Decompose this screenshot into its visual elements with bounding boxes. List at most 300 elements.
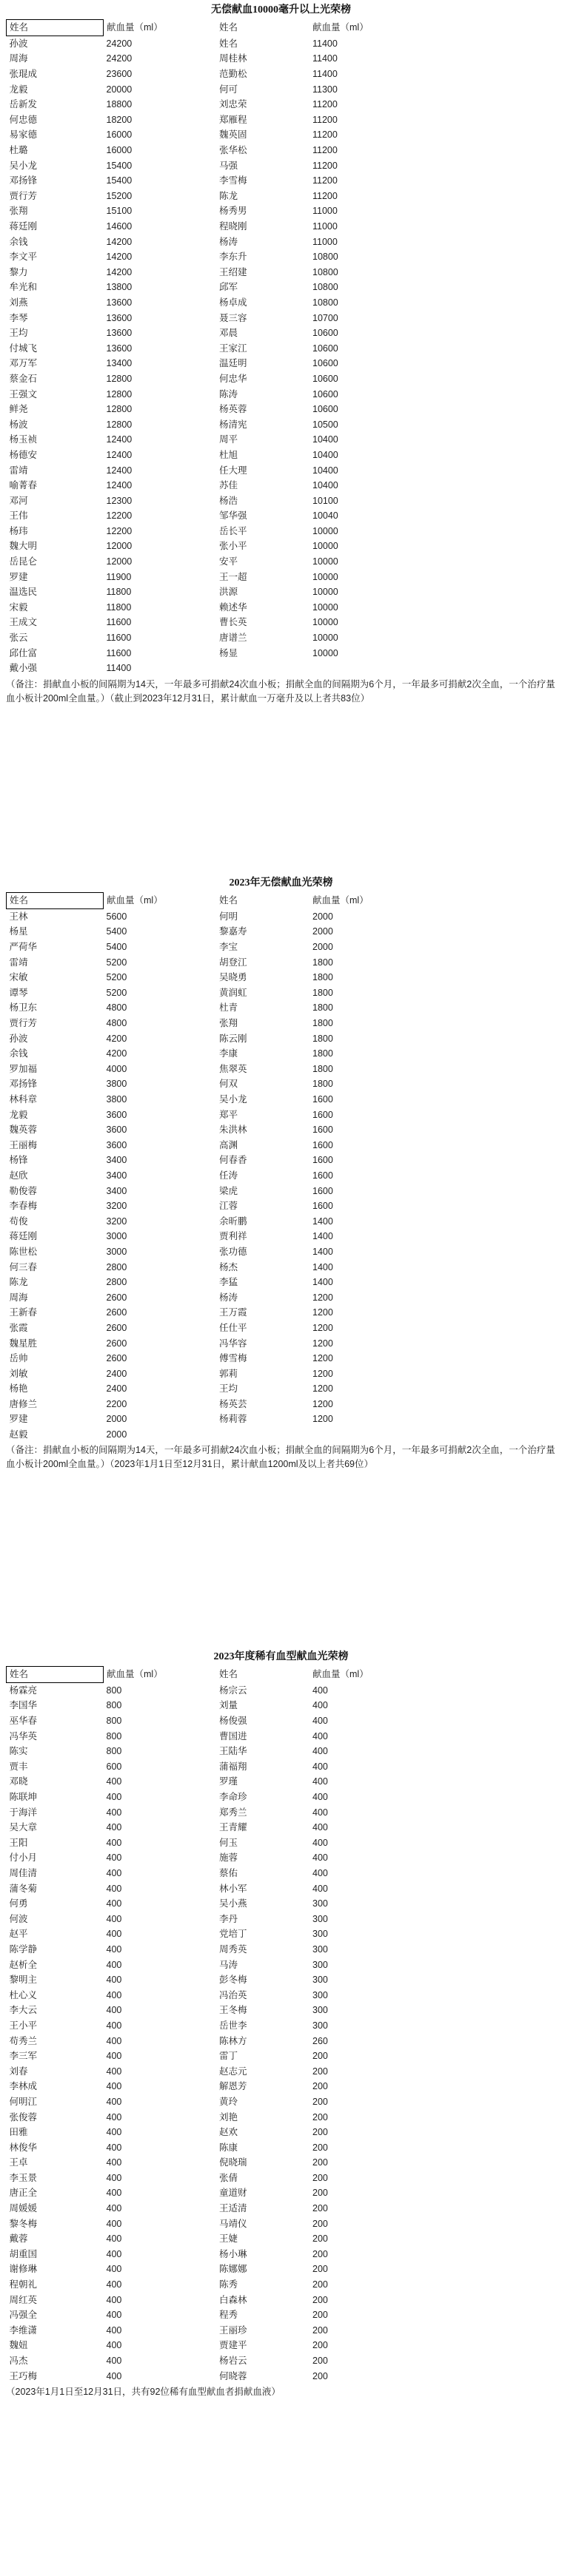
donation-amount-cell: 300: [312, 1898, 328, 1909]
donation-amount-cell: 1400: [312, 1231, 333, 1242]
donation-amount-cell: 1200: [312, 1353, 333, 1364]
donor-name-cell: 蒲福翔: [219, 1761, 247, 1772]
table-row: [7, 1092, 484, 1107]
header-cell: 姓名: [219, 895, 238, 906]
donor-name-cell: 赵欣: [9, 1170, 28, 1181]
donation-amount-cell: 1800: [312, 1033, 333, 1044]
donation-amount-cell: 10000: [312, 617, 338, 628]
donor-name-cell: 何忠德: [9, 114, 38, 125]
donation-amount-cell: 400: [106, 1776, 122, 1787]
donation-amount-cell: 11200: [312, 190, 338, 201]
donation-amount-cell: 11600: [106, 617, 132, 628]
donation-amount-cell: 400: [312, 1822, 328, 1833]
table-row: [7, 462, 484, 478]
donation-amount-cell: 400: [106, 2005, 122, 2016]
donor-name-cell: 王卓: [9, 2157, 28, 2168]
table-row: [7, 1850, 484, 1866]
donation-amount-cell: 400: [106, 2370, 122, 2381]
donation-amount-cell: 12400: [106, 480, 133, 491]
table-row: [7, 97, 484, 112]
donor-name-cell: 杨星: [9, 926, 28, 937]
donation-amount-cell: 400: [312, 1807, 328, 1818]
table-row: [7, 2140, 484, 2155]
donor-name-cell: 杨莉蓉: [219, 1414, 247, 1425]
donation-amount-cell: 400: [106, 2203, 122, 2214]
donation-amount-cell: 400: [312, 1868, 328, 1879]
donation-amount-cell: 200: [312, 2294, 328, 2305]
table-row: [7, 2049, 484, 2064]
table-row: [7, 554, 484, 570]
donor-name-cell: 唐谱兰: [219, 633, 247, 644]
table-row: [7, 924, 484, 940]
donor-name-cell: 李春梅: [9, 1201, 38, 1212]
donation-amount-cell: 12400: [106, 434, 133, 445]
table-row: [7, 2125, 484, 2140]
donation-amount-cell: 1200: [312, 1383, 333, 1395]
donation-amount-cell: 400: [312, 1852, 328, 1864]
donation-amount-cell: [310, 661, 483, 676]
donation-amount-cell: 11200: [312, 145, 338, 156]
donation-amount-cell: 1200: [312, 1292, 333, 1303]
donor-name-cell: [216, 1427, 310, 1443]
donor-name-cell: 戴蓉: [9, 2233, 28, 2245]
donation-amount-cell: 10000: [312, 633, 338, 644]
donation-amount-cell: 1800: [312, 972, 333, 983]
donation-amount-cell: 300: [312, 2005, 328, 2016]
donor-name-cell: 陈龙: [9, 1277, 28, 1288]
table-row: [7, 1790, 484, 1805]
donor-name-cell: 杜璐: [9, 145, 28, 156]
donor-name-cell: 任涛: [219, 1170, 238, 1181]
donor-name-cell: 贾丰: [9, 1761, 28, 1772]
table-header-row: [7, 20, 484, 36]
donor-name-cell: 何春香: [219, 1155, 247, 1166]
donor-name-cell: 魏英蓉: [9, 1125, 38, 1136]
donor-name-cell: 杨卓成: [219, 297, 247, 308]
donor-name-cell: 王冬梅: [219, 2005, 247, 2016]
donor-name-cell: 魏妞: [9, 2340, 28, 2351]
donation-amount-cell: 200: [312, 2324, 328, 2336]
table-row: [7, 940, 484, 955]
table-row: [7, 1713, 484, 1729]
donation-amount-cell: 400: [312, 1792, 328, 1803]
donation-amount-cell: 11200: [312, 114, 338, 125]
donation-amount-cell: 200: [312, 2096, 328, 2107]
donation-amount-cell: 400: [312, 1716, 328, 1727]
donation-amount-cell: 15400: [106, 175, 133, 186]
donation-amount-cell: 12800: [106, 419, 133, 430]
donor-name-cell: 岳新发: [9, 99, 38, 110]
donor-name-cell: 杨秀男: [219, 206, 247, 217]
donation-amount-cell: 1600: [312, 1185, 333, 1196]
donation-amount-cell: 2000: [106, 1429, 127, 1440]
table-row: [7, 280, 484, 295]
donation-amount-cell: 10000: [312, 525, 338, 536]
donor-name-cell: 党培丁: [219, 1929, 247, 1940]
donor-name-cell: 雷丁: [219, 2051, 238, 2062]
donation-amount-cell: 800: [106, 1685, 122, 1696]
donor-name-cell: 孙波: [9, 1033, 28, 1044]
table-row: [7, 1987, 484, 2003]
donor-name-cell: 曹长英: [219, 617, 247, 628]
table-row: [7, 67, 484, 82]
donor-name-cell: 倪晓瑞: [219, 2157, 247, 2168]
donor-name-cell: 陈林方: [219, 2035, 247, 2046]
donor-name-cell: 周桂林: [219, 53, 247, 64]
table-row: [7, 402, 484, 417]
table-row: [7, 1321, 484, 1336]
table-row: [7, 2033, 484, 2049]
donor-name-cell: 聂三容: [219, 312, 247, 323]
donor-name-cell: 林小军: [219, 1883, 247, 1894]
donation-amount-cell: 1800: [312, 1018, 333, 1029]
donor-name-cell: 陈联坤: [9, 1792, 38, 1803]
table-row: [7, 1000, 484, 1016]
donor-name-cell: 冯强全: [9, 2310, 38, 2321]
donor-name-cell: 郑平: [219, 1109, 238, 1120]
table-row: [7, 1381, 484, 1397]
donor-name-cell: 邱仕富: [9, 647, 38, 658]
donation-amount-cell: 12000: [106, 556, 133, 567]
donation-amount-cell: 5200: [106, 972, 127, 983]
donation-amount-cell: 13600: [106, 312, 133, 323]
table-row: [7, 1076, 484, 1092]
donor-name-cell: 贾建平: [219, 2340, 247, 2351]
header-cell: 姓名: [7, 893, 104, 909]
table-row: [7, 1412, 484, 1427]
donation-amount-cell: 400: [106, 1975, 122, 1986]
donor-name-cell: 孙波: [9, 38, 28, 49]
donation-amount-cell: 1800: [312, 1063, 333, 1074]
section-title: 无偿献血10000毫升以上光荣榜: [211, 4, 351, 16]
table-row: [7, 356, 484, 371]
donation-amount-cell: 2400: [106, 1368, 127, 1379]
header-cell: 献血量（ml）: [312, 895, 369, 906]
donor-name-cell: 王青耀: [219, 1822, 247, 1833]
donor-name-cell: 魏大明: [9, 541, 38, 552]
donor-name-cell: 王一超: [219, 571, 247, 582]
donor-name-cell: 赵析全: [9, 1959, 38, 1970]
donor-name-cell: 姓名: [219, 38, 238, 49]
donation-amount-cell: 400: [106, 2081, 122, 2092]
table-row: [7, 645, 484, 661]
donor-name-cell: 杨杰: [219, 1261, 238, 1272]
donation-amount-cell: 12800: [106, 388, 133, 399]
donor-name-cell: 杨卫东: [9, 1002, 38, 1014]
table-row: [7, 2231, 484, 2247]
donation-amount-cell: 200: [312, 2370, 328, 2381]
donor-name-cell: 王强文: [9, 388, 38, 399]
donor-name-cell: 李大云: [9, 2005, 38, 2016]
table-row: [7, 1122, 484, 1138]
donation-amount-cell: 11800: [106, 587, 132, 598]
donor-name-cell: 李三军: [9, 2051, 38, 2062]
donation-amount-cell: 1400: [312, 1246, 333, 1257]
donor-name-cell: 蔡佑: [219, 1868, 238, 1879]
header-cell: 姓名: [219, 1669, 238, 1680]
donation-amount-cell: 400: [106, 2142, 122, 2153]
donor-name-cell: 黄玲: [219, 2096, 238, 2107]
donation-amount-cell: 1200: [312, 1322, 333, 1333]
donation-amount-cell: 1800: [312, 1079, 333, 1090]
donor-name-cell: 贾利祥: [219, 1231, 247, 1242]
donation-amount-cell: 2200: [106, 1398, 127, 1409]
table-row: [7, 1427, 484, 1443]
donation-amount-cell: 200: [312, 2066, 328, 2077]
donation-amount-cell: 200: [312, 2356, 328, 2367]
donation-amount-cell: 400: [106, 2233, 122, 2245]
donation-amount-cell: 12000: [106, 541, 133, 552]
donor-name-cell: 李命珍: [219, 1792, 247, 1803]
donor-name-cell: 赵志元: [219, 2066, 247, 2077]
donor-name-cell: 白森林: [219, 2294, 247, 2305]
donor-name-cell: 岳长平: [219, 525, 247, 536]
donation-amount-cell: 400: [106, 2294, 122, 2305]
donation-amount-cell: 200: [312, 2127, 328, 2138]
donor-name-cell: 刘燕: [9, 297, 28, 308]
donation-amount-cell: 1200: [312, 1338, 333, 1349]
donation-amount-cell: 400: [106, 2035, 122, 2046]
table-row: [7, 478, 484, 493]
donor-name-cell: 李玉景: [9, 2172, 38, 2183]
donation-amount-cell: 10800: [312, 266, 338, 277]
donor-name-cell: 冯华英: [9, 1730, 38, 1742]
donor-name-cell: 张功德: [219, 1246, 247, 1257]
section-title: 2023年度稀有血型献血光荣榜: [213, 1651, 349, 1662]
donor-name-cell: 王林: [9, 911, 28, 922]
donation-amount-cell: 10600: [312, 373, 338, 384]
donor-name-cell: 勒俊蓉: [9, 1185, 38, 1196]
donor-name-cell: 周海: [9, 1292, 28, 1303]
table-row: [7, 1046, 484, 1062]
donation-amount-cell: 5600: [106, 911, 127, 922]
donation-amount-cell: 400: [106, 2127, 122, 2138]
donation-amount-cell: 10040: [312, 510, 338, 522]
table-row: [7, 2018, 484, 2034]
donation-amount-cell: 11300: [312, 84, 338, 95]
table-row: [7, 1744, 484, 1759]
donor-name-cell: 余钱: [9, 236, 28, 247]
donation-amount-cell: 400: [106, 2172, 122, 2183]
table-row: [7, 81, 484, 97]
donor-name-cell: 宋敏: [9, 972, 28, 983]
donation-amount-cell: 400: [106, 2340, 122, 2351]
donor-name-cell: 吴小龙: [219, 1094, 247, 1105]
donation-amount-cell: 400: [106, 2111, 122, 2122]
donor-name-cell: 杜旭: [219, 449, 238, 460]
header-cell: 姓名: [219, 22, 238, 33]
donor-name-cell: 赵欢: [219, 2127, 238, 2138]
donor-name-cell: 杨俊强: [219, 1716, 247, 1727]
donor-name-cell: 戴小强: [9, 663, 38, 674]
donor-name-cell: 罗建: [9, 571, 28, 582]
donation-amount-cell: 13600: [106, 343, 133, 354]
table-row: [7, 1774, 484, 1790]
donor-name-cell: 吴小龙: [9, 160, 38, 171]
donation-amount-cell: 23600: [106, 69, 133, 80]
donation-amount-cell: 15100: [106, 206, 133, 217]
table-row: [7, 326, 484, 341]
section-rare-blood-honor-roll: [0, 1648, 562, 2399]
donor-name-cell: 谢修琳: [9, 2264, 38, 2275]
table-row: [7, 112, 484, 128]
donor-name-cell: 冯杰: [9, 2356, 28, 2367]
donor-name-cell: 邓扬锋: [9, 175, 38, 186]
donor-name-cell: 王万霞: [219, 1307, 247, 1318]
donation-amount-cell: 400: [106, 1898, 122, 1909]
donation-amount-cell: 1600: [312, 1094, 333, 1105]
donor-name-cell: 焦翠英: [219, 1063, 247, 1074]
donation-amount-cell: 18200: [106, 114, 133, 125]
donor-name-cell: 王新春: [9, 1307, 38, 1318]
donation-amount-cell: 11900: [106, 571, 132, 582]
table-row: [7, 1728, 484, 1744]
table-row: [7, 970, 484, 985]
table-row: [7, 386, 484, 402]
donation-amount-cell: 200: [312, 2264, 328, 2275]
donor-name-cell: 杜青: [219, 1002, 238, 1014]
donation-amount-cell: [310, 1427, 483, 1443]
donation-amount-cell: 1200: [312, 1368, 333, 1379]
table-row: [7, 1698, 484, 1713]
donor-name-cell: 刘量: [219, 1700, 238, 1711]
table-row: [7, 1107, 484, 1122]
donation-amount-cell: 10600: [312, 388, 338, 399]
donor-name-cell: 李琴: [9, 312, 28, 323]
donation-amount-cell: 200: [312, 2157, 328, 2168]
donation-amount-cell: 1400: [312, 1261, 333, 1272]
donor-name-cell: 郑雁程: [219, 114, 247, 125]
donor-name-cell: 王巧梅: [9, 2370, 38, 2381]
donor-name-cell: 刘艳: [219, 2111, 238, 2122]
donation-amount-cell: 200: [312, 2111, 328, 2122]
donation-amount-cell: 10800: [312, 252, 338, 263]
donor-name-cell: 张翔: [219, 1018, 238, 1029]
donation-amount-cell: 3000: [106, 1231, 127, 1242]
donor-name-cell: 李文平: [9, 252, 38, 263]
donor-name-cell: 张华松: [219, 145, 247, 156]
donation-amount-cell: 400: [106, 1837, 122, 1848]
donation-amount-cell: 400: [106, 1929, 122, 1940]
donor-name-cell: 冯华容: [219, 1338, 247, 1349]
table-row: [7, 2063, 484, 2079]
donor-name-cell: 王均: [9, 328, 28, 339]
table-row: [7, 203, 484, 219]
donation-amount-cell: 10600: [312, 328, 338, 339]
donation-amount-cell: 400: [312, 1883, 328, 1894]
donor-name-cell: 张俊蓉: [9, 2111, 38, 2122]
donor-name-cell: 王适清: [219, 2203, 247, 2214]
donation-amount-cell: 400: [106, 2188, 122, 2199]
donation-amount-cell: 400: [106, 2066, 122, 2077]
donation-amount-cell: 10600: [312, 358, 338, 369]
donor-name-cell: 何勇: [9, 1898, 28, 1909]
table-row: [7, 1881, 484, 1896]
donor-name-cell: 张倩: [219, 2172, 238, 2183]
donation-amount-cell: 400: [106, 1943, 122, 1955]
donor-name-cell: 杨玮: [9, 525, 28, 536]
donation-amount-cell: 2600: [106, 1292, 127, 1303]
donation-amount-cell: 200: [312, 2081, 328, 2092]
table-row: [7, 524, 484, 539]
donor-name-cell: 何玉: [219, 1837, 238, 1848]
header-cell: 献血量（ml）: [107, 1669, 163, 1680]
donor-name-cell: 张霞: [9, 1322, 28, 1333]
donor-name-cell: 程晓刚: [219, 221, 247, 232]
donor-name-cell: 何波: [9, 1913, 28, 1924]
donor-name-cell: 温选民: [9, 587, 38, 598]
donation-amount-cell: 800: [106, 1700, 122, 1711]
table-row: [7, 1138, 484, 1153]
donation-amount-cell: 10500: [312, 419, 338, 430]
donor-name-cell: 陈涛: [219, 388, 238, 399]
donor-name-cell: 赖述华: [219, 601, 247, 613]
donor-name-cell: 傅雪梅: [219, 1353, 247, 1364]
donation-amount-cell: 400: [106, 2264, 122, 2275]
donation-amount-cell: 400: [106, 1822, 122, 1833]
donation-amount-cell: 400: [106, 1852, 122, 1864]
donor-name-cell: 杨玉祯: [9, 434, 38, 445]
donor-name-cell: 杨小琳: [219, 2248, 247, 2259]
donation-amount-cell: 1400: [312, 1215, 333, 1227]
donor-name-cell: 王小平: [9, 2020, 38, 2031]
table-row: [7, 1942, 484, 1958]
donor-name-cell: 杨霖亮: [9, 1685, 38, 1696]
donor-name-cell: 黎嘉寿: [219, 926, 247, 937]
section-note: （备注：捐献血小板的间隔期为14天，一年最多可捐献24次血小板；捐献全血的间隔期为6个月，一年最多可捐献2次全血，一个治疗量血小板计200ml全血量。）（2023年1月1日至12月31日，累计献血1200ml及以上者共69位）: [6, 1445, 555, 1470]
donation-amount-cell: 1200: [312, 1307, 333, 1318]
donor-name-cell: 郭莉: [219, 1368, 238, 1379]
donor-name-cell: 解恩芳: [219, 2081, 247, 2092]
table-row: [7, 2185, 484, 2201]
donor-name-cell: 施蓉: [219, 1852, 238, 1864]
donor-name-cell: 陈康: [219, 2142, 238, 2153]
donor-name-cell: 杨英蓉: [219, 404, 247, 415]
table-row: [7, 1031, 484, 1046]
donor-name-cell: 周媛媛: [9, 2203, 38, 2214]
donor-name-cell: 彭冬梅: [219, 1975, 247, 1986]
donation-amount-cell: 11400: [312, 38, 338, 49]
table-row: [7, 1289, 484, 1305]
donation-amount-cell: 1600: [312, 1201, 333, 1212]
donor-name-cell: 李维潇: [9, 2324, 38, 2336]
donation-amount-cell: 300: [312, 1975, 328, 1986]
donor-name-cell: 邓河: [9, 495, 28, 506]
donation-amount-cell: 1200: [312, 1398, 333, 1409]
donor-name-cell: 朱洪林: [219, 1125, 247, 1136]
donation-amount-cell: 2600: [106, 1353, 127, 1364]
table-row: [7, 1153, 484, 1168]
table-row: [7, 295, 484, 311]
donation-amount-cell: 10000: [312, 601, 338, 613]
table-row: [7, 661, 484, 676]
donor-name-cell: 张小平: [219, 541, 247, 552]
donor-name-cell: 王婕: [219, 2233, 238, 2245]
donation-amount-cell: 12400: [106, 449, 133, 460]
donation-amount-cell: 10000: [312, 587, 338, 598]
donation-amount-cell: 2000: [312, 926, 333, 937]
donation-amount-cell: 400: [106, 1959, 122, 1970]
donation-amount-cell: 260: [312, 2035, 328, 2046]
table-row: [7, 417, 484, 432]
section-10000ml-honor-roll: [0, 1, 562, 706]
table-row: [7, 1168, 484, 1184]
table-row: [7, 1397, 484, 1412]
table-row: [7, 539, 484, 554]
donor-name-cell: 杨浩: [219, 495, 238, 506]
donation-amount-cell: 400: [312, 1776, 328, 1787]
donor-name-cell: 苟俊: [9, 1215, 28, 1227]
